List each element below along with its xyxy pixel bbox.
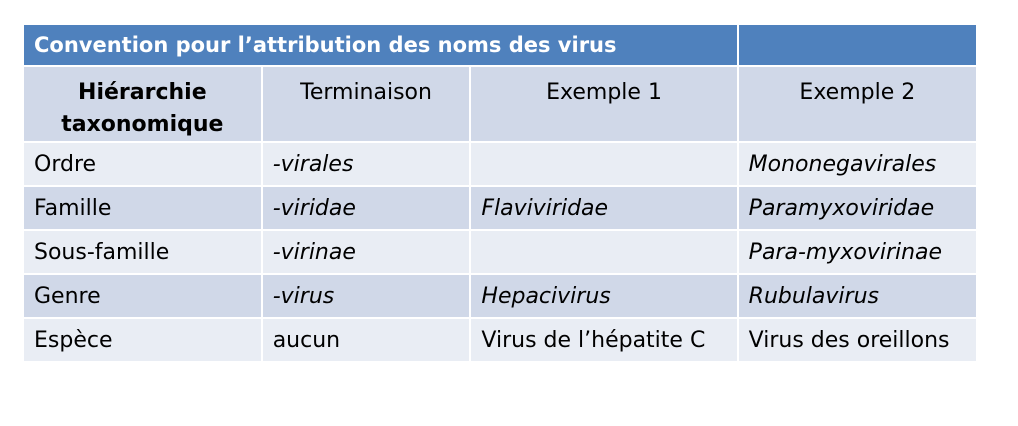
cell-example-1 — [471, 231, 736, 273]
header-example-2: Exemple 2 — [739, 67, 976, 141]
table-title-row — [24, 25, 976, 65]
cell-example-2: Paramyxoviridae — [739, 187, 976, 229]
cell-example-2: Virus des oreillons — [739, 319, 976, 361]
cell-example-1 — [471, 143, 736, 185]
cell-example-2: Para-myxovirinae — [739, 231, 976, 273]
cell-example-2: Rubulavirus — [739, 275, 976, 317]
cell-rank: Espèce — [24, 319, 261, 361]
table-row — [24, 275, 976, 317]
header-hierarchy: Hiérarchie taxonomique — [24, 67, 261, 141]
cell-ending: -virus — [263, 275, 470, 317]
table-title: Convention pour l’attribution des noms des virus — [24, 25, 737, 65]
cell-example-1: Flaviviridae — [471, 187, 736, 229]
cell-example-2: Mononegavirales — [739, 143, 976, 185]
cell-example-1: Virus de l’hépatite C — [471, 319, 736, 361]
cell-rank: Sous-famille — [24, 231, 261, 273]
header-ending: Terminaison — [263, 67, 470, 141]
cell-ending: -virales — [263, 143, 470, 185]
header-example-1: Exemple 1 — [471, 67, 736, 141]
cell-rank: Famille — [24, 187, 261, 229]
cell-example-1: Hepacivirus — [471, 275, 736, 317]
table-header-row — [24, 67, 976, 141]
table-title-empty-cell — [739, 25, 976, 65]
cell-ending: -viridae — [263, 187, 470, 229]
table-row — [24, 143, 976, 185]
cell-rank: Genre — [24, 275, 261, 317]
table-row — [24, 231, 976, 273]
cell-rank: Ordre — [24, 143, 261, 185]
cell-ending: -virinae — [263, 231, 470, 273]
table-row — [24, 187, 976, 229]
virus-naming-table — [22, 23, 978, 363]
table-row — [24, 319, 976, 361]
cell-ending: aucun — [263, 319, 470, 361]
